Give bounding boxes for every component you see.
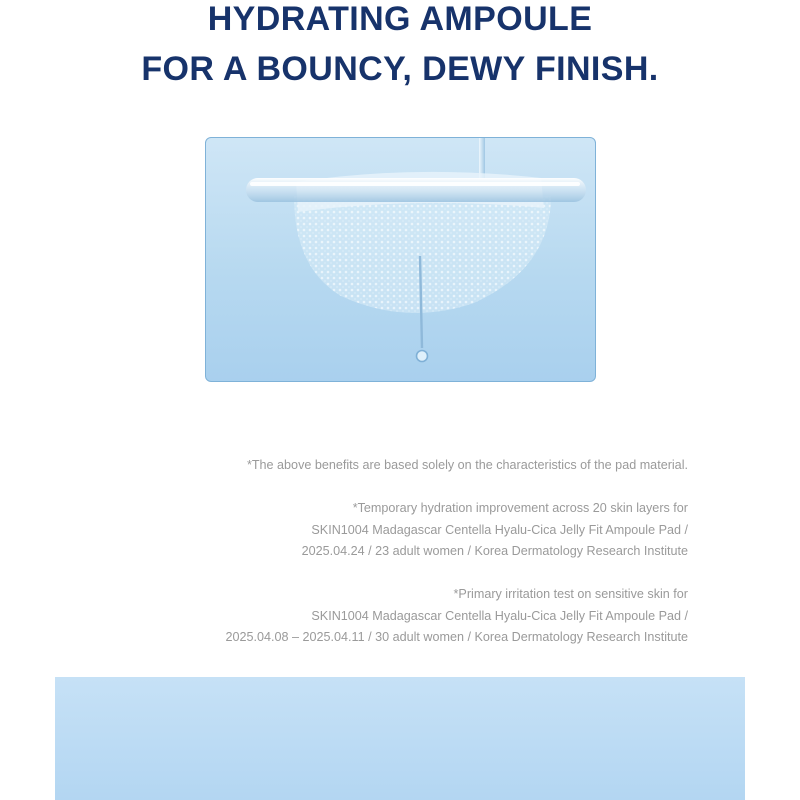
- footnote-2-line-2: SKIN1004 Madagascar Centella Hyalu-Cica Jelly Fit Ampoule Pad /: [311, 522, 688, 537]
- footnote-3-line-1: *Primary irritation test on sensitive skin for: [453, 587, 688, 601]
- headline-line-2: FOR A BOUNCY, DEWY FINISH.: [141, 50, 659, 88]
- footnote-3-line-2: SKIN1004 Madagascar Centella Hyalu-Cica Jelly Fit Ampoule Pad /: [311, 608, 688, 623]
- footnote-1: [88, 455, 688, 477]
- glass-rod-vertical: [479, 138, 485, 178]
- footnote-2-line-3: 2025.04.24 / 23 adult women / Korea Dermatology Research Institute: [301, 544, 688, 558]
- footnote-2: [88, 498, 688, 563]
- jelly-pad-photo: [205, 137, 596, 382]
- footnote-3: [88, 584, 688, 649]
- rod-highlight: [250, 182, 580, 186]
- glass-rod-horizontal: [246, 178, 586, 202]
- footnote-1-line: *The above benefits are based solely on the characteristics of the pad material.: [246, 458, 688, 472]
- headline-line-1: HYDRATING AMPOULE: [207, 0, 593, 38]
- ampoule-drop: [417, 351, 428, 362]
- footnote-2-line-1: *Temporary hydration improvement across 20 skin layers for: [352, 501, 688, 515]
- jelly-pad-texture: [294, 196, 551, 313]
- jelly-pad-illustration: [206, 138, 596, 382]
- footnote-3-line-3: 2025.04.08 – 2025.04.11 / 30 adult women / Korea Dermatology Research Institute: [225, 630, 688, 644]
- headline: [0, 0, 800, 94]
- bottom-color-band: [55, 677, 745, 800]
- footnotes: [88, 455, 688, 670]
